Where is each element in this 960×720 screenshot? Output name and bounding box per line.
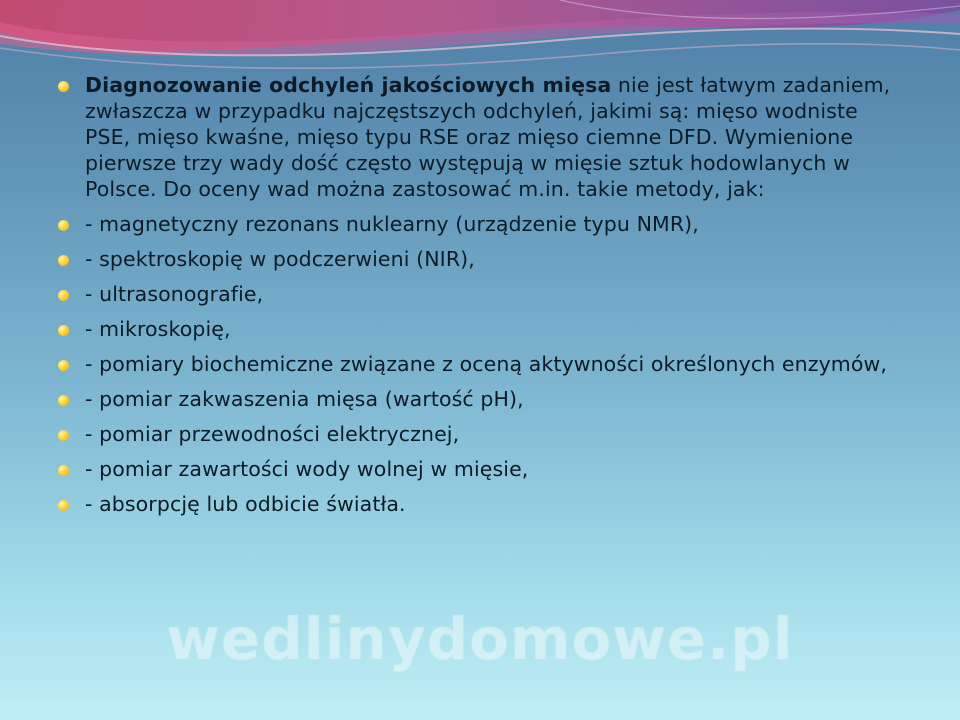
bullet-item [55, 351, 905, 377]
bullet-text: - spektroskopię w podczerwieni (NIR), [85, 247, 475, 271]
watermark: wedlinydomowe.pl [166, 605, 794, 673]
bullet-dot-icon [58, 255, 69, 266]
bullet-item [55, 211, 905, 237]
bullet-text: - pomiary biochemiczne związane z oceną aktywności określonych enzymów, [85, 352, 888, 376]
bullet-text: - pomiar zawartości wody wolnej w mięsie, [85, 457, 529, 481]
bullet-dot-icon [58, 360, 69, 371]
bullet-item [55, 386, 905, 412]
bullet-dot-icon [58, 430, 69, 441]
bullet-item [55, 491, 905, 517]
bullet-item-intro [55, 72, 905, 202]
bullet-dot-icon [58, 325, 69, 336]
bullet-text: - mikroskopię, [85, 317, 231, 341]
bullet-list [55, 72, 905, 517]
bullet-item [55, 281, 905, 307]
bullet-text: - pomiar zakwaszenia mięsa (wartość pH), [85, 387, 524, 411]
bullet-text: - magnetyczny rezonans nuklearny (urządzenie typu NMR), [85, 212, 699, 236]
bullet-text: - pomiar przewodności elektrycznej, [85, 422, 460, 446]
bullet-item [55, 246, 905, 272]
bullet-item [55, 421, 905, 447]
intro-bold-text: Diagnozowanie odchyleń jakościowych mięsa [85, 73, 612, 97]
bullet-text: - absorpcję lub odbicie światła. [85, 492, 406, 516]
bullet-dot-icon [58, 395, 69, 406]
bullet-list-container [55, 72, 905, 526]
bullet-dot-icon [58, 465, 69, 476]
intro-text: nie jest łatwym zadaniem, zwłaszcza w przypadku najczęstszych odchyleń, jakimi są: mięso wodniste PSE, mięso kwaśne, mięso typu RSE oraz mięso ciemne DFD. Wymienione pierwsze trzy wady dość często występują w mięsie sztuk hodowlanych w Polsce. Do oceny wad można zastosować m.in. takie metody, jak: [85, 73, 891, 201]
bullet-item [55, 316, 905, 342]
bullet-dot-icon [58, 220, 69, 231]
bullet-dot-icon [58, 290, 69, 301]
bullet-text: - ultrasonografie, [85, 282, 264, 306]
bullet-item [55, 456, 905, 482]
bullet-dot-icon [58, 500, 69, 511]
bullet-dot-icon [58, 81, 69, 92]
